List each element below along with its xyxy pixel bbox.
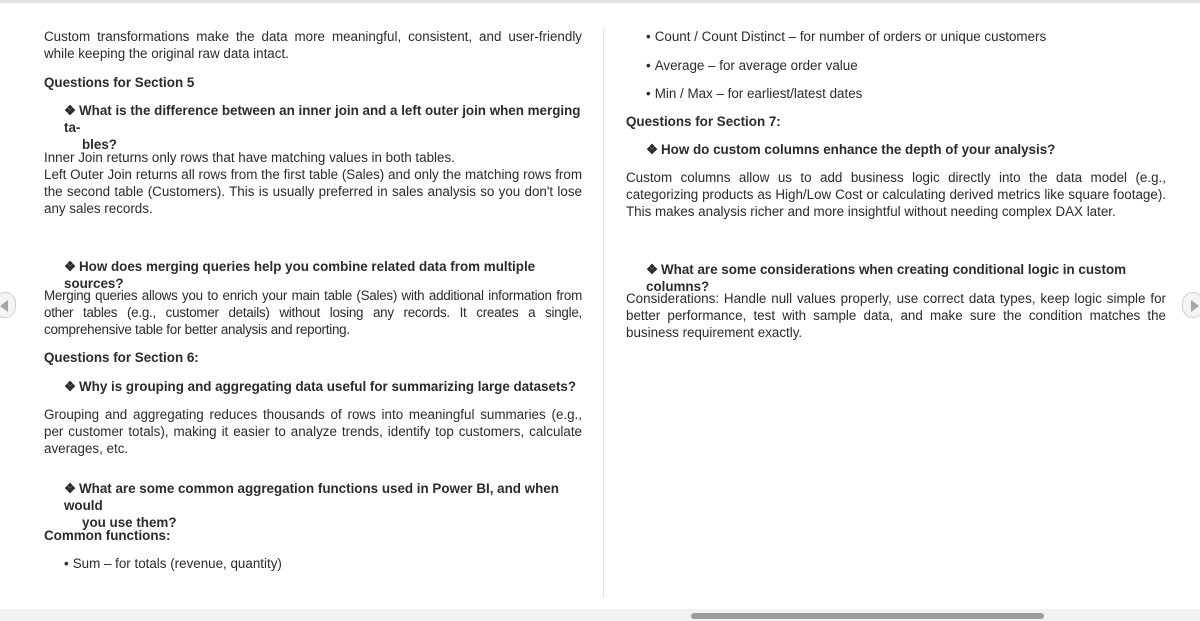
question-grouping: ❖ Why is grouping and aggregating data useful for summarizing large datasets? [64, 379, 577, 394]
answer-conditional-logic: Considerations: Handle null values properly, use correct data types, keep logic simple for better performance, test with sample data, and make sure the condition matches the business requirement exactly. [626, 291, 1166, 340]
answer-inner-join: Inner Join returns only rows that have matching values in both tables. [44, 150, 455, 165]
chevron-left-icon [0, 300, 8, 312]
diamond-bullet-icon: ❖ [64, 481, 77, 496]
bullet-dot: • [646, 86, 651, 101]
bullet-dot: • [64, 556, 69, 571]
diamond-bullet-icon: ❖ [646, 142, 659, 157]
answer-grouping: Grouping and aggregating reduces thousands of rows into meaningful summaries (e.g., per customer totals), making it easier to analyze trends, identify top customers, calculate averages, etc. [44, 407, 582, 456]
bullet-average: • Average – for average order value [646, 58, 858, 73]
question-conditional-logic: ❖ What are some considerations when creating conditional logic in custom columns? [646, 262, 1127, 294]
bullet-sum: • Sum – for totals (revenue, quantity) [64, 556, 282, 571]
diamond-bullet-icon: ❖ [64, 379, 77, 394]
answer-left-outer-join: Left Outer Join returns all rows from the first table (Sales) and only the matching rows from the second table (Customers). This is usually preferred in sales analysis so you don't lose any sales records. [44, 167, 582, 216]
section-7-heading: Questions for Section 7: [626, 114, 781, 129]
horizontal-scrollbar-thumb[interactable] [691, 613, 1044, 619]
common-functions-heading: Common functions: [44, 528, 171, 543]
next-page-button[interactable] [1182, 292, 1200, 318]
bullet-dot: • [646, 29, 651, 44]
diamond-bullet-icon: ❖ [64, 259, 77, 274]
previous-page-button[interactable] [0, 292, 16, 318]
diamond-bullet-icon: ❖ [64, 103, 77, 118]
page-divider [603, 28, 604, 598]
answer-merging-queries: Merging queries allows you to enrich your main table (Sales) with additional information from other tables (e.g., customer details) without losing any records. It creates a single, comprehensive table for better analysis and reporting. [44, 288, 582, 337]
question-inner-vs-left-join: ❖ What is the difference between an inner join and a left outer join when merging ta- bles? [64, 103, 581, 152]
answer-custom-columns: Custom columns allow us to add business logic directly into the data model (e.g., categorizing products as High/Low Cost or calculating derived metrics like square footage). This makes analysis richer and more insightful without needing complex DAX later. [626, 170, 1166, 219]
bullet-min-max: • Min / Max – for earliest/latest dates [646, 86, 863, 101]
top-border [0, 0, 1200, 3]
chevron-right-icon [1191, 300, 1199, 312]
bullet-dot: • [646, 58, 651, 73]
question-merging-queries: ❖ How does merging queries help you combine related data from multiple sources? [64, 259, 536, 291]
bullet-count: • Count / Count Distinct – for number of orders or unique customers [646, 29, 1047, 44]
question-aggregation-functions: ❖ What are some common aggregation functions used in Power BI, and when would you use them? [64, 481, 559, 530]
section-6-heading: Questions for Section 6: [44, 350, 199, 365]
section-5-heading: Questions for Section 5 [44, 75, 195, 90]
diamond-bullet-icon: ❖ [646, 262, 659, 277]
question-custom-columns: ❖ How do custom columns enhance the depth of your analysis? [646, 142, 1056, 157]
intro-paragraph: Custom transformations make the data more meaningful, consistent, and user-friendly while keeping the original raw data intact. [44, 29, 582, 61]
